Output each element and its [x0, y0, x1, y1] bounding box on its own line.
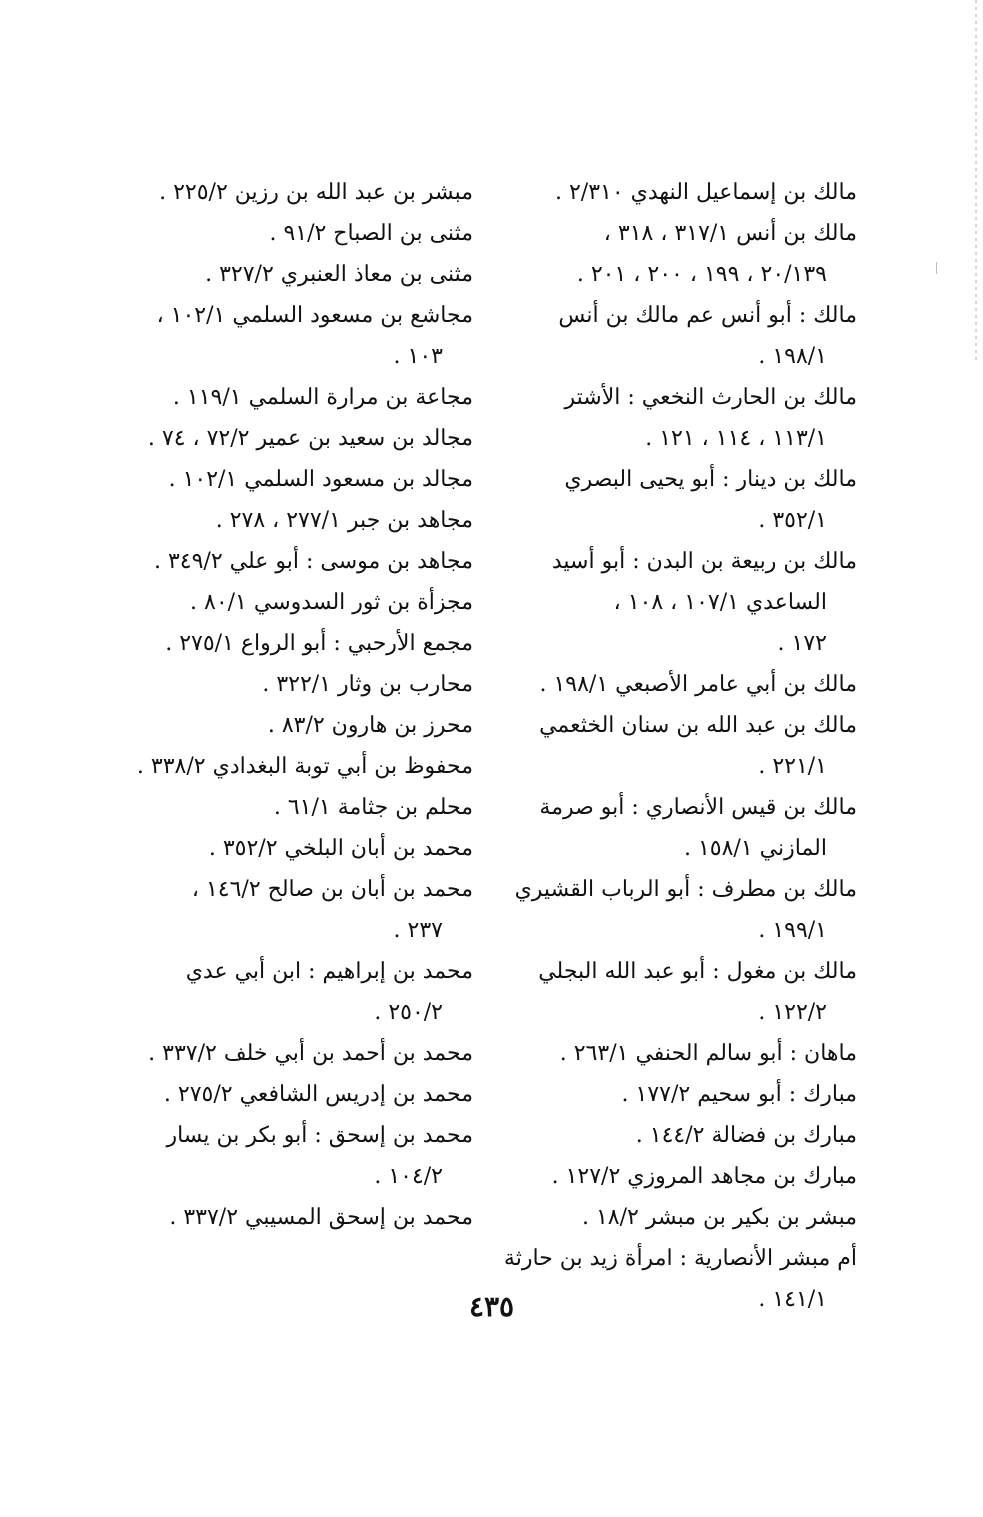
index-entry-line: مالك بن دينار : أبو يحيى البصري	[564, 467, 857, 492]
index-entry-continuation: ١٧٢ .	[777, 631, 827, 656]
page-edge-mark	[975, 0, 977, 360]
index-entry	[128, 418, 473, 459]
index-entry	[522, 377, 857, 459]
index-entry-line: مالك بن مطرف : أبو الرباب القشيري	[514, 877, 857, 902]
index-entry	[128, 254, 473, 295]
index-entry	[128, 746, 473, 787]
index-entry-line: مبارك : أبو سحيم ١٧٧/٢ .	[621, 1082, 857, 1107]
index-entry-line: مالك بن الحارث النخعي : الأشتر	[564, 385, 857, 410]
index-entry-line: مالك بن أنس ٣١٧/١ ، ٣١٨ ،	[603, 221, 857, 246]
index-entry-continuation: ٢٠/١٣٩ ، ١٩٩ ، ٢٠٠ ، ٢٠١ .	[576, 262, 827, 287]
index-entry-line: مجمع الأرحبي : أبو الرواع ٢٧٥/١ .	[165, 631, 473, 656]
index-entry-line: مبشر بن بكير بن مبشر ١٨/٢ .	[581, 1205, 857, 1230]
index-entry-line: محمد بن إبراهيم : ابن أبي عدي	[185, 959, 473, 984]
index-entry-line: مالك بن أبي عامر الأصبعي ١٩٨/١ .	[539, 672, 857, 697]
index-entry	[128, 541, 473, 582]
index-entry	[128, 951, 473, 1033]
index-entry-continuation: المازني ١٥٨/١ .	[683, 836, 827, 861]
index-entry	[522, 1074, 857, 1115]
index-entry-line: مبارك بن فضالة ١٤٤/٢ .	[635, 1123, 857, 1148]
index-entry-line: محمد بن إسحق المسيبي ٣٣٧/٢ .	[169, 1205, 473, 1230]
index-entry	[128, 377, 473, 418]
index-entry	[128, 1033, 473, 1074]
index-column-right	[503, 172, 857, 1320]
index-entry-continuation: ١٠٣ .	[393, 344, 443, 369]
index-entry-line: محفوظ بن أبي توبة البغدادي ٣٣٨/٢ .	[136, 754, 473, 779]
index-entry	[514, 869, 857, 951]
index-entry	[522, 1115, 857, 1156]
index-entry	[522, 1033, 857, 1074]
index-entry-line: محمد بن إسحق : أبو بكر بن يسار	[166, 1123, 473, 1148]
index-entry	[522, 705, 857, 787]
index-entry-line: محمد بن أبان البلخي ٣٥٢/٢ .	[208, 836, 473, 861]
index-entry	[128, 500, 473, 541]
index-entry-line: مجالد بن سعيد بن عمير ٧٢/٢ ، ٧٤ .	[147, 426, 473, 451]
index-entry-line: محمد بن أحمد بن أبي خلف ٣٣٧/٢ .	[148, 1041, 473, 1066]
index-entry	[128, 295, 473, 377]
index-entry-line: أم مبشر الأنصارية : امرأة زيد بن حارثة	[503, 1246, 857, 1271]
index-entry	[522, 172, 857, 213]
index-entry-line: مالك بن عبد الله بن سنان الخثعمي	[539, 713, 857, 738]
index-entry	[522, 1156, 857, 1197]
index-entry-line: مبشر بن عبد الله بن رزين ٢٢٥/٢ .	[159, 180, 473, 205]
index-entry	[128, 623, 473, 664]
index-entry-line: محرز بن هارون ٨٣/٢ .	[267, 713, 473, 738]
index-entry-continuation: ١٢٢/٢ .	[758, 1000, 827, 1025]
index-entry-line: محلم بن جثامة ٦١/١ .	[273, 795, 473, 820]
index-entry-continuation: ١١٣/١ ، ١١٤ ، ١٢١ .	[645, 426, 827, 451]
index-entry	[522, 295, 857, 377]
index-entry-line: مجاعة بن مرارة السلمي ١١٩/١ .	[172, 385, 473, 410]
index-entry	[128, 869, 473, 951]
index-entry-line: مالك بن قيس الأنصاري : أبو صرمة	[539, 795, 857, 820]
index-entry	[128, 1115, 473, 1197]
index-entry-line: مبارك بن مجاهد المروزي ١٢٧/٢ .	[551, 1164, 857, 1189]
index-entry-line: محمد بن إدريس الشافعي ٢٧٥/٢ .	[163, 1082, 473, 1107]
index-entry	[128, 172, 473, 213]
index-entry	[128, 828, 473, 869]
index-entry	[522, 787, 857, 869]
index-entry-line: مالك بن إسماعيل النهدي ٢/٣١٠ .	[554, 180, 857, 205]
index-entry-line: مجاشع بن مسعود السلمي ١٠٢/١ ،	[156, 303, 473, 328]
index-entry	[522, 664, 857, 705]
index-entry	[128, 1197, 473, 1238]
index-entry-continuation: ٢٣٧ .	[393, 918, 443, 943]
index-entry	[128, 1074, 473, 1115]
index-entry-line: مجالد بن مسعود السلمي ١٠٢/١ .	[168, 467, 473, 492]
index-entry-line: مالك بن ربيعة بن البدن : أبو أسيد	[551, 549, 857, 574]
index-entry-continuation: ١٩٩/١ .	[758, 918, 827, 943]
index-entry-line: مجزأة بن ثور السدوسي ٨٠/١ .	[190, 590, 473, 615]
index-entry-line: مالك بن مغول : أبو عبد الله البجلي	[538, 959, 857, 984]
index-entry	[128, 459, 473, 500]
index-entry-continuation: الساعدي ١٠٧/١ ، ١٠٨ ،	[613, 590, 827, 615]
index-entry	[522, 951, 857, 1033]
index-entry-line: محمد بن أبان بن صالح ١٤٦/٢ ،	[191, 877, 473, 902]
index-entry-continuation: ٣٥٢/١ .	[758, 508, 827, 533]
index-entry	[128, 705, 473, 746]
index-entry	[128, 787, 473, 828]
index-entry-line: مثنى بن معاذ العنبري ٣٢٧/٢ .	[205, 262, 473, 287]
index-entry-line: ماهان : أبو سالم الحنفي ٢٦٣/١ .	[559, 1041, 857, 1066]
index-entry	[522, 459, 857, 541]
index-entry	[128, 213, 473, 254]
page-number: ٤٣٥	[468, 1290, 515, 1323]
index-entry	[128, 582, 473, 623]
index-entry	[522, 541, 857, 664]
index-entry-line: مجاهد بن موسى : أبو علي ٣٤٩/٢ .	[153, 549, 473, 574]
index-entry-line: مجاهد بن جبر ٢٧٧/١ ، ٢٧٨ .	[215, 508, 473, 533]
index-entry-line: مالك : أبو أنس عم مالك بن أنس	[558, 303, 857, 328]
page-edge-tick	[936, 262, 937, 274]
index-entry	[522, 213, 857, 295]
index-entry-line: محارب بن وثار ٣٢٢/١ .	[262, 672, 473, 697]
index-entry-continuation: ١٩٨/١ .	[758, 344, 827, 369]
index-column-left	[128, 172, 473, 1238]
index-entry-line: مثنى بن الصباح ٩١/٢ .	[269, 221, 473, 246]
index-entry-continuation: ٢٢١/١ .	[758, 754, 827, 779]
index-entry	[522, 1197, 857, 1238]
index-entry-continuation: ٢٥٠/٢ .	[374, 1000, 443, 1025]
index-entry-continuation: ١٤١/١ .	[758, 1287, 827, 1312]
index-entry	[128, 664, 473, 705]
index-entry-continuation: ١٠٤/٢ .	[374, 1164, 443, 1189]
